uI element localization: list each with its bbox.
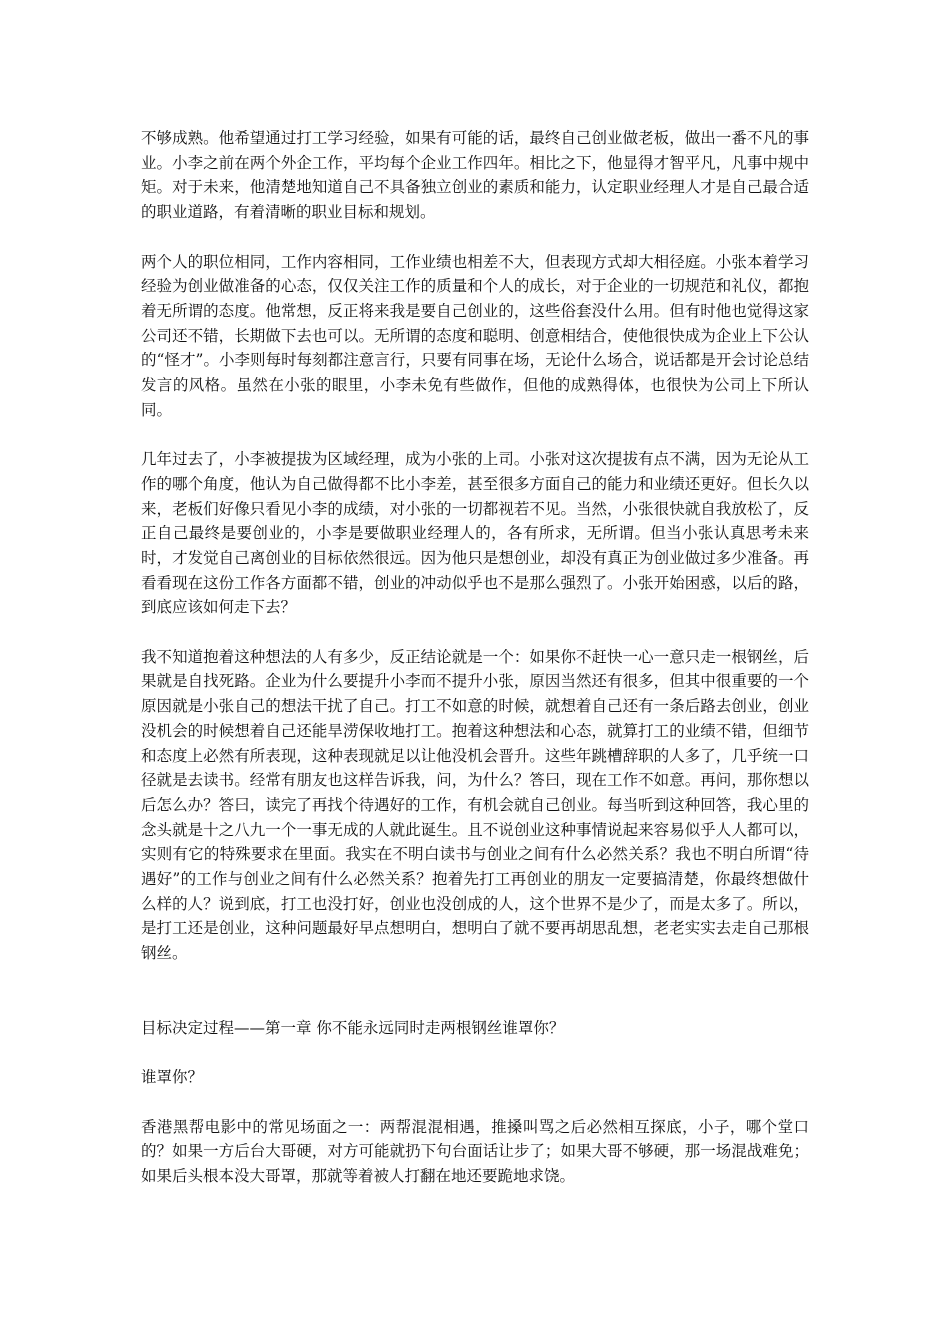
paragraph-spacer bbox=[141, 1041, 809, 1066]
section-heading: 谁罩你？ bbox=[141, 1068, 204, 1087]
paragraph-spacer bbox=[141, 1090, 809, 1115]
document-body bbox=[141, 126, 809, 1189]
paragraph: 几年过去了，小李被提拔为区域经理，成为小张的上司。小张对这次提拔有点不满，因为无论从工作的哪个角度，他认为自己做得都不比小李差，甚至很多方面自己的能力和业绩还更好。但长久以来，老板们好像只看见小李的成绩，对小张的一切都视若不见。当然，小张很快就自我放松了，反正自己最终是要创业的，小李是要做职业经理人的，各有所求，无所谓。但当小张认真思考未来时，才发觉自己离创业的目标依然很远。因为他只是想创业，却没有真正为创业做过多少准备。再看看现在这份工作各方面都不错，创业的冲动似乎也不是那么强烈了。小张开始困惑，以后的路，到底应该如何走下去？ bbox=[141, 450, 809, 617]
chapter-heading: 目标决定过程——第一章 你不能永远同时走两根钢丝谁罩你？ bbox=[141, 1018, 565, 1037]
paragraph-spacer bbox=[141, 422, 809, 447]
section-spacer bbox=[141, 966, 809, 1016]
paragraph: 我不知道抱着这种想法的人有多少，反正结论就是一个：如果你不赶快一心一意只走一根钢丝，后果就是自找死路。企业为什么要提升小李而不提升小张，原因当然还有很多，但其中很重要的一个原因就是小张自己的想法干扰了自己。打工不如意的时候，就想着自己还有一条后路去创业，创业没机会的时候想着自己还能旱涝保收地打工。抱着这种想法和心态，就算打工的业绩不错，但细节和态度上必然有所表现，这种表现就足以让他没机会晋升。这些年跳槽辞职的人多了，几乎统一口径就是去读书。经常有朋友也这样告诉我，问，为什么？答曰，现在工作不如意。再问，那你想以后怎么办？答曰，读完了再找个待遇好的工作，有机会就自己创业。每当听到这种回答，我心里的念头就是十之八九一个一事无成的人就此诞生。且不说创业这种事情说起来容易似乎人人都可以，实则有它的特殊要求在里面。我实在不明白读书与创业之间有什么必然关系？我也不明白所谓“待遇好”的工作与创业之间有什么必然关系？抱着先打工再创业的朋友一定要搞清楚，你最终想做什么样的人？说到底，打工也没打好，创业也没创成的人，这个世界不是少了，而是太多了。所以，是打工还是创业，这种问题最好早点想明白，想明白了就不要再胡思乱想，老老实实去走自己那根钢丝。 bbox=[141, 647, 809, 963]
paragraph: 两个人的职位相同，工作内容相同，工作业绩也相差不大，但表现方式却大相径庭。小张本着学习经验为创业做准备的心态，仅仅关注工作的质量和个人的成长，对于企业的一切规范和礼仪，都抱着无所谓的态度。他常想，反正将来我是要自己创业的，这些俗套没什么用。但有时他也觉得这家公司还不错，长期做下去也可以。无所谓的态度和聪明、创意相结合，使他很快成为企业上下公认的“怪才”。小李则每时每刻都注意言行，只要有同事在场，无论什么场合，说话都是开会讨论总结发言的风格。虽然在小张的眼里，小李未免有些做作，但他的成熟得体，也很快为公司上下所认同。 bbox=[141, 252, 809, 419]
paragraph: 香港黑帮电影中的常见场面之一：两帮混混相遇，推搡叫骂之后必然相互探底，小子，哪个堂口的？如果一方后台大哥硬，对方可能就扔下句台面话让步了；如果大哥不够硬，那一场混战难免；如果后头根本没大哥罩，那就等着被人打翻在地还要跪地求饶。 bbox=[141, 1117, 809, 1186]
paragraph: 不够成熟。他希望通过打工学习经验，如果有可能的话，最终自己创业做老板，做出一番不凡的事业。小李之前在两个外企工作，平均每个企业工作四年。相比之下，他显得才智平凡，凡事中规中矩。对于未来，他清楚地知道自己不具备独立创业的素质和能力，认定职业经理人才是自己最合适的职业道路，有着清晰的职业目标和规划。 bbox=[141, 129, 809, 222]
paragraph-spacer bbox=[141, 225, 809, 250]
paragraph-spacer bbox=[141, 620, 809, 645]
